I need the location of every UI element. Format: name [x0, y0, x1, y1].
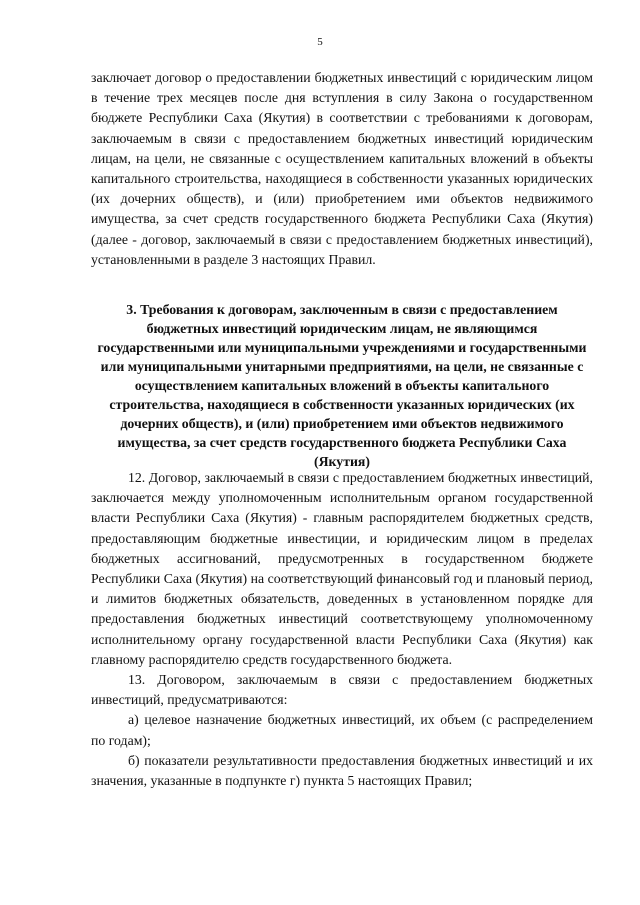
list-item-a: а) целевое назначение бюджетных инвестиций, их объем (с распределением по годам); — [91, 712, 593, 748]
paragraph-12: 12. Договор, заключаемый в связи с предоставлением бюджетных инвестиций, заключается между уполномоченным исполнительным органом государственной власти Республики Саха (Якутия) - главным распорядителем бюджетных средств, предоставляющим бюджетные инвестиции, и юридическим лицом в пределах бюджетных ассигнований, предусмотренных в государственном бюджете Республики Саха (Якутия) на соответствующий финансовый год и плановый период, и лимитов бюджетных обязательств, доведенных в установленном порядке для предоставления бюджетных инвестиций соответствующему уполномоченному исполнительному органу государственной власти Республики Саха (Якутия) как главному распорядителю средств государственного бюджета. — [91, 470, 593, 667]
page-number: 5 — [317, 36, 323, 48]
intro-section — [91, 68, 593, 270]
list-item-b: б) показатели результативности предоставления бюджетных инвестиций и их значения, указанные в подпункте г) пункта 5 настоящих Правил; — [91, 752, 593, 789]
paragraph-13: 13. Договором, заключаемым в связи с предоставлением бюджетных инвестиций, предусматриваются: — [91, 672, 593, 708]
section-heading: 3. Требования к договорам, заключенным в связи с предоставлением бюджетных инвестиций юридическим лицам, не являющимся государственными или муниципальными учреждениями и государственными или муниципальными унитарными предприятиями, на цели, не связанные с осуществлением капитальных вложений в объекты капитального строительства, находящиеся в собственности указанных юридических (их дочерних обществ), и (или) приобретением ими объектов недвижимого имущества, за счет средств государственного бюджета Республики Саха (Якутия) — [97, 302, 587, 469]
main-section — [91, 468, 593, 791]
intro-paragraph: заключает договор о предоставлении бюджетных инвестиций с юридическим лицом в течение трех месяцев после дня вступления в силу Закона о государственном бюджете Республики Саха (Якутия) в соответствии с требованиями к договорам, заключаемым в связи с предоставлением бюджетных инвестиций юридическим лицам, на цели, не связанные с осуществлением капитальных вложений в объекты капитального строительства, находящиеся в собственности указанных юридических (их дочерних обществ), и (или) приобретением ими объектов недвижимого имущества, за счет средств государственного бюджета Республики Саха (Якутия) (далее - договор, заключаемый в связи с предоставлением бюджетных инвестиций), установленными в разделе 3 настоящих Правил. — [91, 70, 593, 267]
